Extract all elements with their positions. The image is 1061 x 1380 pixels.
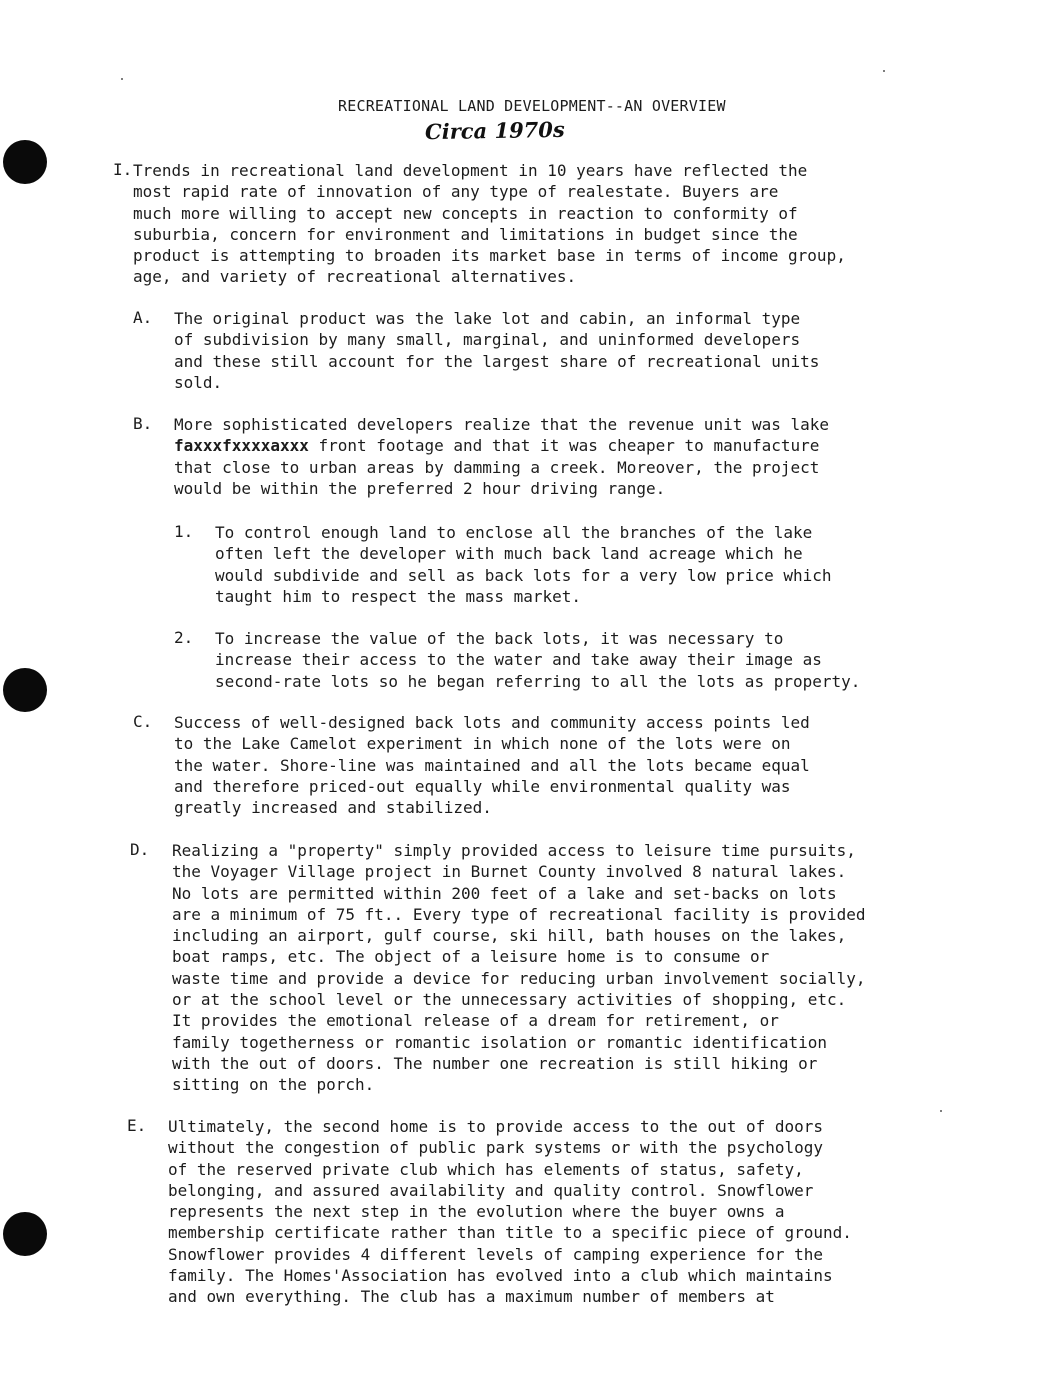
text-line: boat ramps, etc. The object of a leisure home is to consume or [172,947,770,967]
text-line: of the reserved private club which has elements of status, safety, [168,1159,804,1179]
item-marker: A. [133,308,153,327]
text-line: most rapid rate of innovation of any type of realestate. Buyers are [133,182,779,202]
scan-speck [121,78,123,80]
text-line: would be within the preferred 2 hour driving range. [174,478,666,498]
scan-speck [940,1110,942,1112]
text-line: More sophisticated developers realize that the revenue unit was lake [174,415,830,434]
text-line: second-rate lots so he began referring to all the lots as property. [215,671,861,691]
text-line: sitting on the porch. [172,1075,375,1095]
text-line: that close to urban areas by damming a creek. Moreover, the project [174,457,820,477]
text-line: increase their access to the water and take away their image as [215,650,822,670]
text-line: age, and variety of recreational alternatives. [133,267,577,287]
text-line: greatly increased and stabilized. [174,798,492,818]
subitem-marker: 2. [174,628,194,647]
text-line: membership certificate rather than title to a specific piece of ground. [168,1223,852,1243]
text-line: product is attempting to broaden its market base in terms of income group, [133,246,846,266]
text-line [174,435,829,456]
text-line: The original product was the lake lot and cabin, an informal type [174,309,801,328]
text-line: To control enough land to enclose all the branches of the lake [215,523,813,542]
text-line: and own everything. The club has a maximum number of members at [168,1287,775,1307]
text-line: belonging, and assured availability and quality control. Snowflower [168,1180,814,1200]
item-marker: E. [127,1116,147,1135]
text-line: To increase the value of the back lots, it was necessary to [215,629,784,648]
item-paragraph [174,414,829,499]
binder-hole [3,668,47,712]
handwritten-date-note: Circa 1970s [424,116,565,145]
text-line: much more willing to accept new concepts in reaction to conformity of [133,203,798,223]
item-marker: C. [133,712,153,731]
text-line: without the congestion of public park systems or with the psychology [168,1138,824,1158]
subitem-paragraph [215,628,860,692]
text-line: No lots are permitted within 200 feet of a lake and set-backs on lots [172,883,837,903]
text-line: would subdivide and sell as back lots for a very low price which [215,565,832,585]
text-line: and therefore priced-out equally while environmental quality was [174,776,791,796]
text-line: Snowflower provides 4 different levels of camping experience for the [168,1244,824,1264]
text-line: including an airport, gulf course, ski hill, bath houses on the lakes, [172,926,847,946]
text-line: family. The Homes'Association has evolved into a club which maintains [168,1266,833,1286]
subitem-marker: 1. [174,522,194,541]
text-line: or at the school level or the unnecessary activities of shopping, etc. [172,990,847,1010]
item-paragraph [168,1116,852,1308]
text-line: the water. Shore-line was maintained and all the lots became equal [174,755,810,775]
text-line: represents the next step in the evolution where the buyer owns a [168,1202,785,1222]
text-line: with the out of doors. The number one recreation is still hiking or [172,1053,818,1073]
text-line: Realizing a "property" simply provided access to leisure time pursuits, [172,841,856,860]
text-line: to the Lake Camelot experiment in which none of the lots were on [174,734,791,754]
text-line: and these still account for the largest share of recreational units [174,351,820,371]
text-line: Ultimately, the second home is to provide access to the out of doors [168,1117,824,1136]
document-title: RECREATIONAL LAND DEVELOPMENT--AN OVERVIEW [338,97,726,115]
binder-hole [3,1212,47,1256]
text-line-fragment: front footage and that it was cheaper to manufacture [318,436,820,456]
text-line: Success of well-designed back lots and community access points led [174,713,810,732]
text-line: the Voyager Village project in Burnet County involved 8 natural lakes. [172,862,847,882]
text-line: suburbia, concern for environment and limitations in budget since the [133,224,798,244]
text-line: It provides the emotional release of a dream for retirement, or [172,1011,779,1031]
section-paragraph [133,160,846,288]
text-line: are a minimum of 75 ft.. Every type of recreational facility is provided [172,904,866,924]
item-marker: D. [130,840,150,859]
item-paragraph [174,712,810,818]
item-paragraph [174,308,819,393]
text-line: often left the developer with much back land acreage which he [215,544,803,564]
item-paragraph [172,840,866,1096]
text-line: Trends in recreational land development in 10 years have reflected the [133,161,808,180]
item-marker: B. [133,414,153,433]
text-line: waste time and provide a device for reducing urban involvement socially, [172,968,866,988]
scan-speck [883,70,885,72]
binder-hole [3,140,47,184]
text-line: taught him to respect the mass market. [215,586,582,606]
struck-out-text: faxxxfxxxxaxxx [174,436,309,456]
text-line: of subdivision by many small, marginal, and uninformed developers [174,330,801,350]
text-line: sold. [174,372,223,392]
text-line: family togetherness or romantic isolation or romantic identification [172,1032,828,1052]
section-marker: I. [113,160,133,179]
subitem-paragraph [215,522,832,607]
